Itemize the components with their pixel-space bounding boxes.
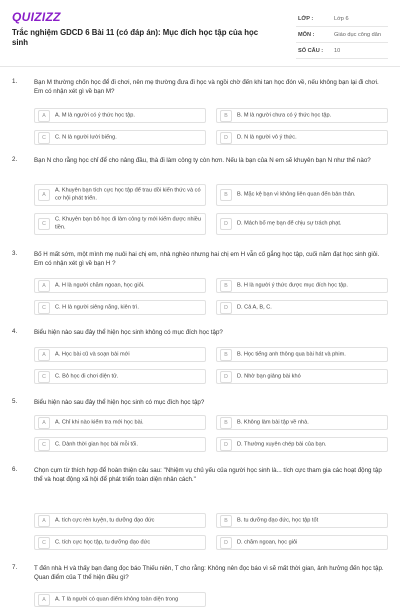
option-text: A. T là người có quan điểm không toàn diện trong bbox=[55, 595, 179, 602]
option-d[interactable] bbox=[216, 437, 388, 452]
option-c[interactable] bbox=[34, 535, 206, 550]
option-a[interactable] bbox=[34, 347, 206, 362]
option-text: D. Cả A, B, C. bbox=[237, 303, 272, 310]
option-letter: B bbox=[220, 280, 232, 292]
option-c[interactable] bbox=[34, 437, 206, 452]
option-letter: D bbox=[220, 439, 232, 451]
option-text: C. tích cực học tập, tu dưỡng đạo đức bbox=[55, 538, 151, 545]
option-text: C. Khuyên bạn bỏ học đi làm công ty mới kiếm được nhiều tiền. bbox=[55, 216, 202, 230]
option-a[interactable] bbox=[34, 278, 206, 293]
option-text: C. N là người lười biếng. bbox=[55, 133, 117, 140]
option-b[interactable] bbox=[216, 278, 388, 293]
meta-row-subject bbox=[296, 28, 388, 43]
option-letter: C bbox=[38, 537, 50, 549]
option-text: A. tích cực rèn luyện, tu dưỡng đạo đức bbox=[55, 516, 155, 523]
option-c[interactable] bbox=[34, 213, 206, 235]
option-a[interactable] bbox=[34, 108, 206, 123]
meta-label: SỐ CÂU : bbox=[298, 48, 324, 54]
option-b[interactable] bbox=[216, 108, 388, 123]
option-letter: C bbox=[38, 371, 50, 383]
option-d[interactable] bbox=[216, 369, 388, 384]
option-letter: B bbox=[220, 515, 232, 527]
meta-label: MÔN : bbox=[298, 32, 315, 38]
option-text: A. Chỉ khi nào kiểm tra mới học bài. bbox=[55, 418, 144, 425]
question-text: Biểu hiện nào sau đây thể hiện học sinh có mục đích học tập? bbox=[34, 399, 205, 406]
option-a[interactable] bbox=[34, 415, 206, 430]
option-letter: A bbox=[38, 189, 50, 201]
option-d[interactable] bbox=[216, 535, 388, 550]
question-text: Bố H mất sớm, một mình mẹ nuôi hai chị em, nhà nghèo nhưng hai chị em H vẫn cố gắng học tập, cuối năm đạt học sinh giỏi. Em có nhận xét gì về bạn H ? bbox=[34, 251, 380, 267]
quizizz-logo: QUIZIZZ bbox=[12, 10, 61, 24]
question-text: Biểu hiện nào sau đây thể hiện học sinh không có mục đích học tập? bbox=[34, 329, 223, 336]
option-letter: A bbox=[38, 594, 50, 606]
option-text: A. H là người chăm ngoan, học giỏi. bbox=[55, 281, 145, 288]
option-text: A. Khuyên bạn tích cực học tập để trau dồi kiến thức và có cơ hội phát triển. bbox=[55, 187, 201, 201]
option-d[interactable] bbox=[216, 300, 388, 315]
option-c[interactable] bbox=[34, 130, 206, 145]
option-letter: A bbox=[38, 515, 50, 527]
option-text: A. M là người có ý thức học tập. bbox=[55, 111, 135, 118]
option-letter: B bbox=[220, 189, 232, 201]
option-d[interactable] bbox=[216, 213, 388, 235]
option-letter: A bbox=[38, 110, 50, 122]
option-text: C. H là người siêng năng, kiên trì. bbox=[55, 303, 139, 310]
option-text: B. tu dưỡng đạo đức, học tập tốt bbox=[237, 516, 319, 523]
question-number: 3. bbox=[12, 250, 18, 257]
question-text: T đến nhà H và thấy bạn đang đọc báo Thiếu niên, T cho rằng: Không nên đọc báo vì sẽ mất thời gian, ảnh hưởng đến học tập. Quan điểm của T thể hiện điều gì? bbox=[34, 565, 384, 581]
option-text: C. Dành thời gian học bài mỗi tối. bbox=[55, 440, 138, 447]
question-text: Bạn N cho rằng học chỉ để cho nâng đầu, thà đi làm công ty còn hơn. Nếu là bạn của N em sẽ khuyên bạn N như thế nào? bbox=[34, 157, 371, 164]
worksheet-header bbox=[0, 0, 400, 67]
option-text: B. H là người ý thức được mục đích học tập. bbox=[237, 281, 348, 288]
option-letter: D bbox=[220, 537, 232, 549]
meta-value: Giáo dục công dân bbox=[334, 32, 381, 38]
question-number: 4. bbox=[12, 328, 18, 335]
option-letter: D bbox=[220, 371, 232, 383]
option-letter: D bbox=[220, 302, 232, 314]
option-letter: B bbox=[220, 110, 232, 122]
option-text: B. Mặc kệ bạn vì không liên quan đến bản thân. bbox=[237, 191, 356, 198]
meta-value: Lớp 6 bbox=[334, 16, 349, 22]
option-letter: C bbox=[38, 302, 50, 314]
option-text: D. Thường xuyên chép bài của bạn. bbox=[237, 440, 327, 447]
option-letter: B bbox=[220, 349, 232, 361]
option-text: D. Nhờ bạn giảng bài khó bbox=[237, 372, 301, 379]
option-letter: C bbox=[38, 218, 50, 230]
question-text: Bạn M thường chốn học để đi chơi, nên mẹ thường đưa đi học và ngồi chờ đến khi tan học đón về, nếu không bạn lại đi chơi. Em có nhận xét gì về bạn M? bbox=[34, 79, 379, 95]
option-text: A. Học bài cũ và soạn bài mới bbox=[55, 350, 130, 357]
meta-value: 10 bbox=[334, 48, 341, 54]
option-letter: D bbox=[220, 132, 232, 144]
option-a[interactable] bbox=[34, 513, 206, 528]
question-number: 1. bbox=[12, 78, 18, 85]
option-b[interactable] bbox=[216, 184, 388, 206]
question-text: Chọn cụm từ thích hợp để hoàn thiện câu sau: "Nhiệm vụ chủ yếu của người học sinh là... tích cực tham gia các hoạt động tập thể và hoạt động xã hội để phát triển toàn diện nhân cách." bbox=[34, 467, 382, 483]
option-a[interactable] bbox=[34, 184, 206, 206]
option-text: B. M là người chưa có ý thức học tập. bbox=[237, 111, 332, 118]
option-d[interactable] bbox=[216, 130, 388, 145]
option-text: C. Bỏ học đi chơi điện tử. bbox=[55, 372, 119, 379]
question-number: 5. bbox=[12, 398, 18, 405]
option-b[interactable] bbox=[216, 347, 388, 362]
option-b[interactable] bbox=[216, 415, 388, 430]
option-letter: C bbox=[38, 439, 50, 451]
meta-row-grade bbox=[296, 12, 388, 27]
option-b[interactable] bbox=[216, 513, 388, 528]
option-text: D. N là người vô ý thức. bbox=[237, 133, 297, 140]
option-c[interactable] bbox=[34, 300, 206, 315]
question-number: 7. bbox=[12, 564, 18, 571]
option-letter: C bbox=[38, 132, 50, 144]
option-text: B. Học tiếng anh thông qua bài hát và phim. bbox=[237, 350, 346, 357]
question-number: 6. bbox=[12, 466, 18, 473]
worksheet-title: Trắc nghiệm GDCD 6 Bài 11 (có đáp án): Mục đích học tập của học sinh bbox=[12, 28, 259, 47]
option-text: D. chăm ngoan, học giỏi bbox=[237, 538, 298, 545]
option-letter: D bbox=[220, 218, 232, 230]
meta-row-question-count bbox=[296, 44, 388, 59]
option-letter: B bbox=[220, 417, 232, 429]
option-text: D. Mách bố mẹ bạn để chịu sự trách phạt. bbox=[237, 220, 342, 227]
option-letter: A bbox=[38, 417, 50, 429]
question-number: 2. bbox=[12, 156, 18, 163]
option-c[interactable] bbox=[34, 369, 206, 384]
meta-label: LỚP : bbox=[298, 16, 314, 22]
option-letter: A bbox=[38, 280, 50, 292]
option-letter: A bbox=[38, 349, 50, 361]
option-text: B. Không làm bài tập về nhà. bbox=[237, 418, 309, 425]
